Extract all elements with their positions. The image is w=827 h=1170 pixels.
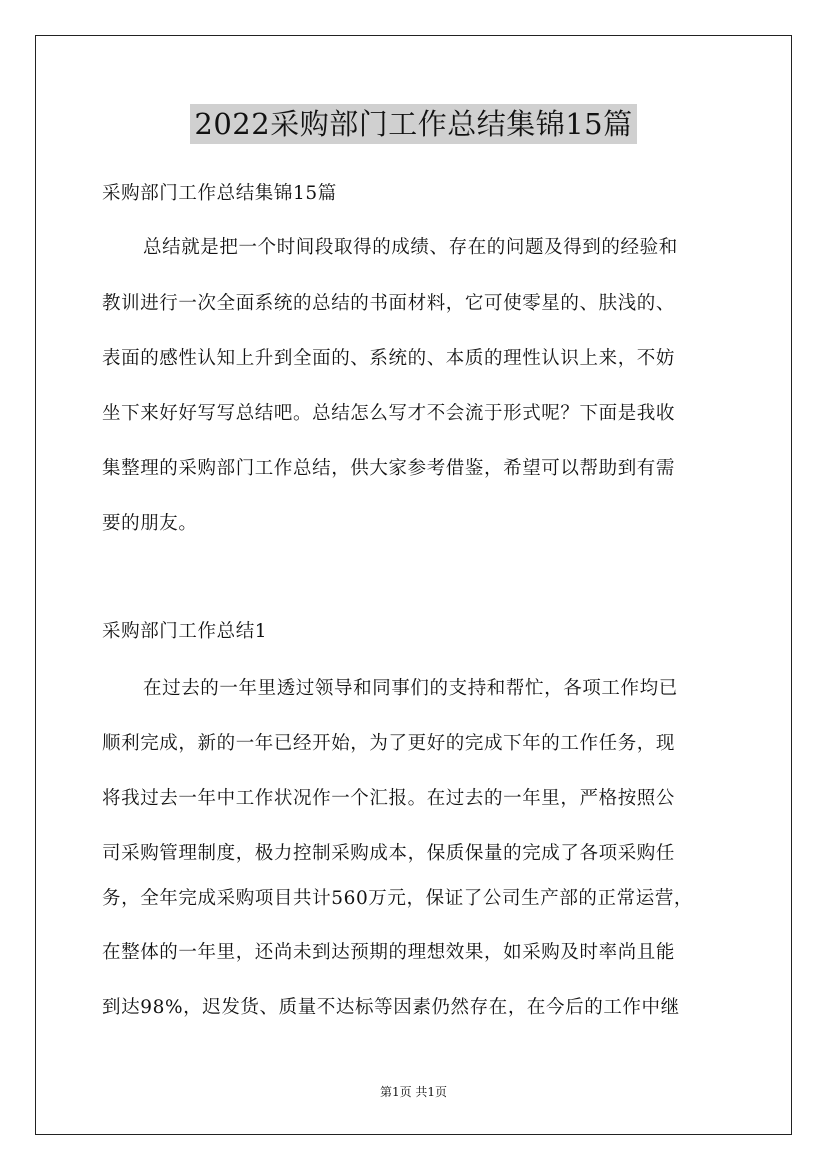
section-heading: 采购部门工作总结1 [102,621,268,642]
intro-line: 表面的感性认知上升到全面的、系统的、本质的理性认识上来，不妨 [102,348,676,369]
body-line: 在过去的一年里透过领导和同事们的支持和帮忙，各项工作均已 [143,678,678,699]
intro-line: 要的朋友。 [102,513,198,534]
intro-line: 教训进行一次全面系统的总结的书面材料，它可使零星的、肤浅的、 [102,293,676,314]
body-line: 在整体的一年里，还尚未到达预期的理想效果，如采购及时率尚且能 [102,942,676,963]
body-line: 务，全年完成采购项目共计560万元，保证了公司生产部的正常运营， [102,888,694,909]
document-title: 2022采购部门工作总结集锦15篇 [190,104,636,144]
title-container [0,104,827,144]
intro-line: 集整理的采购部门工作总结，供大家参考借鉴，希望可以帮助到有需 [102,458,676,479]
body-line: 将我过去一年中工作状况作一个汇报。在过去的一年里，严格按照公 [102,788,676,809]
intro-line: 总结就是把一个时间段取得的成绩、存在的问题及得到的经验和 [143,237,678,258]
page-number-footer: 第1页 共1页 [379,1085,448,1099]
body-line: 顺利完成，新的一年已经开始，为了更好的完成下年的工作任务，现 [102,733,676,754]
intro-line: 坐下来好好写写总结吧。总结怎么写才不会流于形式呢？下面是我收 [102,403,676,424]
subtitle: 采购部门工作总结集锦15篇 [102,183,337,204]
body-line: 司采购管理制度，极力控制采购成本，保质保量的完成了各项采购任 [102,843,676,864]
body-line: 到达98%，迟发货、质量不达标等因素仍然存在，在今后的工作中继 [102,997,680,1018]
